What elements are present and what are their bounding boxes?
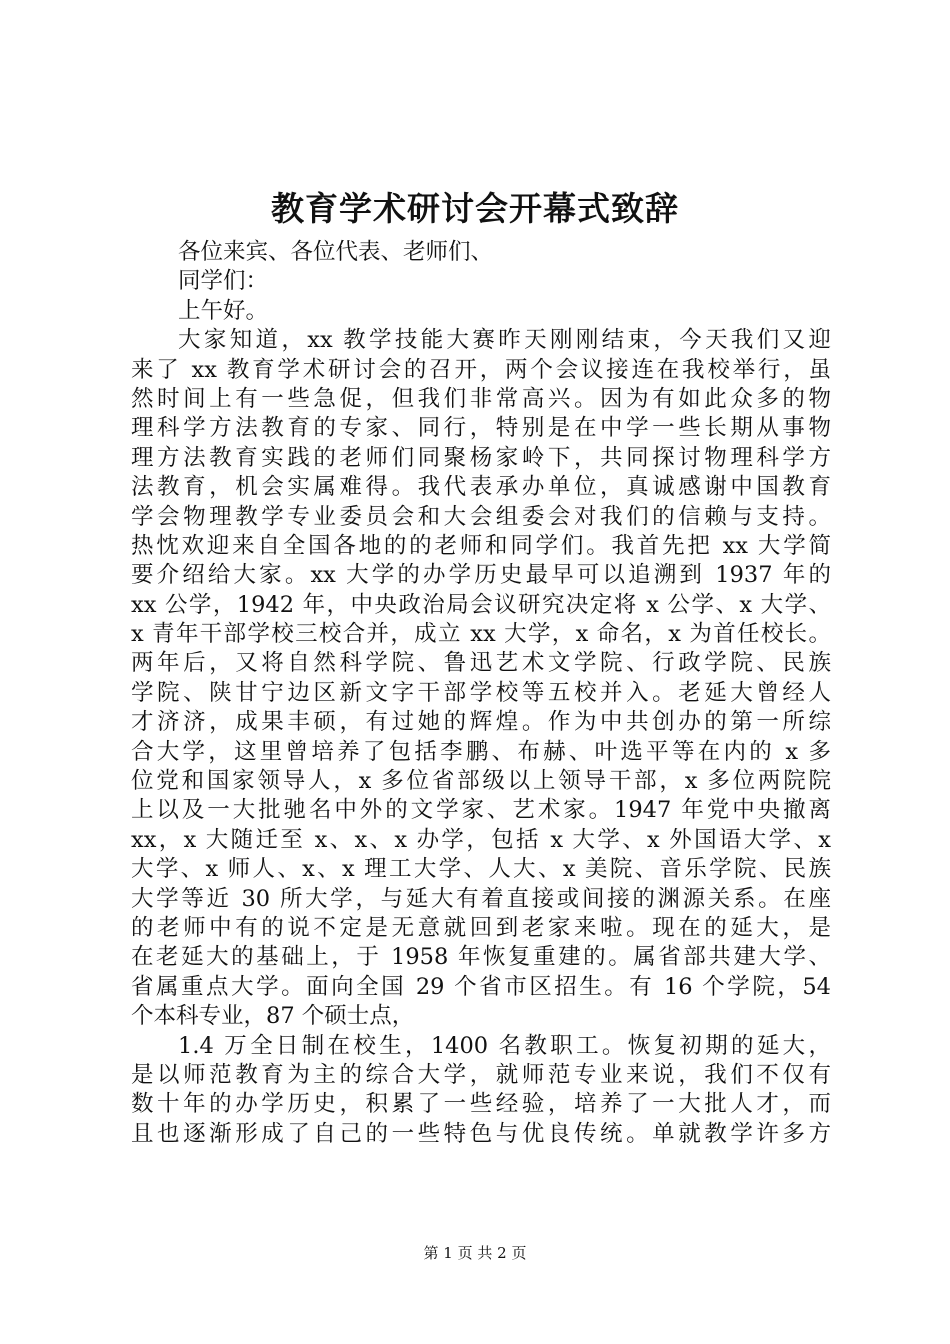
- body-line: 个本科专业，87 个硕士点，: [131, 1003, 415, 1030]
- body-line: 同学们：: [178, 268, 269, 295]
- body-line: 省属重点大学。面向全国 29 个省市区招生。有 16 个学院，54: [131, 973, 831, 1000]
- body-line: 理科学方法教育的专家、同行，特别是在中学一些长期从事物: [131, 415, 831, 442]
- body-line: 各位来宾、各位代表、老师们、: [178, 239, 494, 265]
- body-line: 是以师范教育为主的综合大学，就师范专业来说，我们不仅有: [131, 1061, 831, 1088]
- body-line: 大学等近 30 所大学，与延大有着直接或间接的渊源关系。在座: [131, 885, 831, 912]
- body-line: xx 公学，1942 年，中央政治局会议研究决定将 x 公学、x 大学、: [131, 591, 831, 618]
- body-line: 两年后，又将自然科学院、鲁迅艺术文学院、行政学院、民族: [131, 650, 831, 677]
- body-line: 大学、x 师人、x、x 理工大学、人大、x 美院、音乐学院、民族: [131, 856, 831, 883]
- body-line: 上午好。: [178, 297, 269, 324]
- body-line: xx，x 大随迁至 x、x、x 办学，包括 x 大学、x 外国语大学、x: [131, 826, 831, 853]
- body-line: 合大学，这里曾培养了包括李鹏、布赫、叶选平等在内的 x 多: [131, 738, 831, 765]
- document-title: 教育学术研讨会开幕式致辞: [271, 189, 679, 228]
- body-line: 大家知道，xx 教学技能大赛昨天刚刚结束，今天我们又迎: [178, 327, 831, 354]
- body-line: 位党和国家领导人，x 多位省部级以上领导干部，x 多位两院院: [131, 768, 831, 795]
- body-line: 法教育，机会实属难得。我代表承办单位，真诚感谢中国教育: [131, 474, 831, 501]
- body-line: 要介绍给大家。xx 大学的办学历史最早可以追溯到 1937 年的: [131, 562, 831, 589]
- body-line: 然时间上有一些急促，但我们非常高兴。因为有如此众多的物: [131, 385, 831, 412]
- body-line: 学会物理教学专业委员会和大会组委会对我们的信赖与支持。: [131, 503, 831, 530]
- page-footer: 第 1 页 共 2 页: [423, 1244, 527, 1262]
- body-line: 在老延大的基础上，于 1958 年恢复重建的。属省部共建大学、: [131, 944, 831, 971]
- body-line: 学院、陕甘宁边区新文字干部学校等五校并入。老延大曾经人: [131, 679, 831, 706]
- body-line: 且也逐渐形成了自己的一些特色与优良传统。单就教学许多方: [131, 1120, 831, 1147]
- body-line: 数十年的办学历史，积累了一些经验，培养了一大批人才，而: [131, 1091, 831, 1118]
- body-line: 来了 xx 教育学术研讨会的召开，两个会议接连在我校举行，虽: [131, 356, 831, 383]
- body-line: 才济济，成果丰硕，有过她的辉煌。作为中共创办的第一所综: [131, 709, 831, 736]
- body-line: 上以及一大批驰名中外的文学家、艺术家。1947 年党中央撤离: [131, 797, 831, 824]
- body-line: 的老师中有的说不定是无意就回到老家来啦。现在的延大，是: [131, 914, 831, 941]
- document-body: [131, 238, 831, 1149]
- body-line: 热忱欢迎来自全国各地的的老师和同学们。我首先把 xx 大学简: [131, 532, 831, 559]
- body-line: 1.4 万全日制在校生，1400 名教职工。恢复初期的延大，: [178, 1032, 831, 1059]
- body-line: x 青年干部学校三校合并，成立 xx 大学，x 命名，x 为首任校长。: [131, 621, 831, 648]
- body-line: 理方法教育实践的老师们同聚杨家岭下，共同探讨物理科学方: [131, 444, 831, 471]
